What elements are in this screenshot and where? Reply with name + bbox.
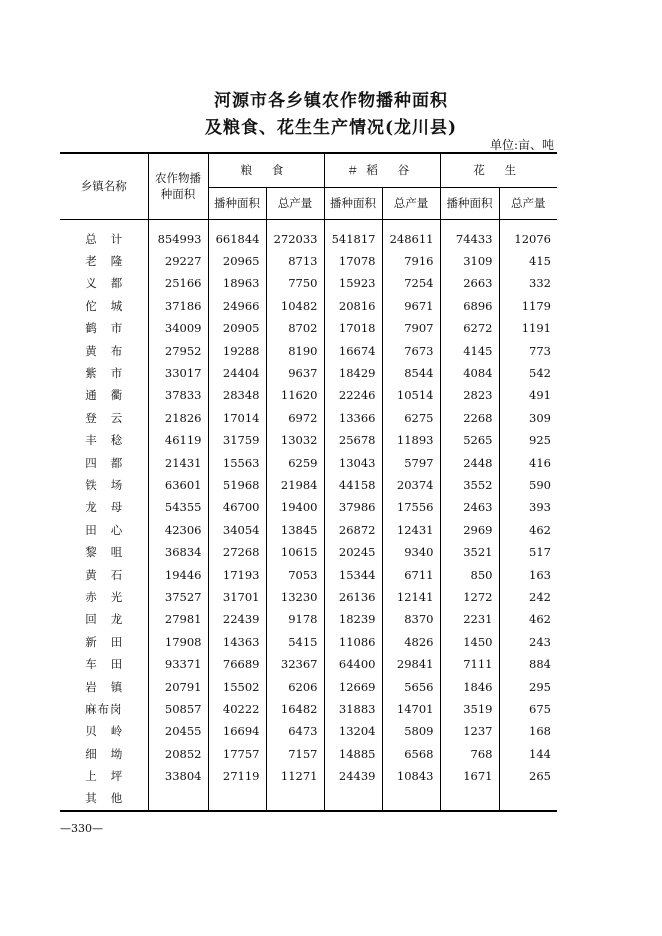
value-cell: 15563: [208, 451, 266, 473]
value-cell: 31701: [208, 586, 266, 608]
value-cell: 3521: [440, 541, 499, 563]
table-row: [60, 631, 557, 653]
value-cell: 768: [440, 742, 499, 764]
value-cell: 4145: [440, 339, 499, 361]
town-name-cell: 通衢: [85, 388, 137, 403]
unit-label: 单位:亩、吨: [489, 138, 554, 152]
value-cell: [440, 787, 499, 810]
value-cell: 7750: [266, 272, 324, 294]
value-cell: 20374: [382, 474, 440, 496]
value-cell: 8702: [266, 317, 324, 339]
value-cell: 93371: [148, 653, 208, 675]
value-cell: 25166: [148, 272, 208, 294]
value-cell: 46700: [208, 496, 266, 518]
table-row: [60, 407, 557, 429]
value-cell: 54355: [148, 496, 208, 518]
value-cell: 1179: [499, 295, 557, 317]
value-cell: [499, 787, 557, 810]
value-cell: 17757: [208, 742, 266, 764]
value-cell: 9637: [266, 362, 324, 384]
value-cell: 44158: [324, 474, 382, 496]
value-cell: [266, 787, 324, 810]
value-cell: 22439: [208, 608, 266, 630]
value-cell: 7916: [382, 250, 440, 272]
value-cell: 850: [440, 563, 499, 585]
value-cell: 2463: [440, 496, 499, 518]
value-cell: 7053: [266, 563, 324, 585]
value-cell: 76689: [208, 653, 266, 675]
value-cell: 16694: [208, 720, 266, 742]
value-cell: 11271: [266, 765, 324, 787]
value-cell: 40222: [208, 698, 266, 720]
value-cell: 16482: [266, 698, 324, 720]
value-cell: 12431: [382, 519, 440, 541]
value-cell: 25678: [324, 429, 382, 451]
table-row: [60, 272, 557, 294]
value-cell: 15502: [208, 675, 266, 697]
value-cell: 14885: [324, 742, 382, 764]
value-cell: 10482: [266, 295, 324, 317]
table-row: [60, 429, 557, 451]
value-cell: 5797: [382, 451, 440, 473]
value-cell: 12141: [382, 586, 440, 608]
value-cell: 14363: [208, 631, 266, 653]
table-row: [60, 384, 557, 406]
value-cell: 26872: [324, 519, 382, 541]
value-cell: 20455: [148, 720, 208, 742]
value-cell: 393: [499, 496, 557, 518]
value-cell: 10514: [382, 384, 440, 406]
value-cell: 7157: [266, 742, 324, 764]
value-cell: 27981: [148, 608, 208, 630]
table-body: [60, 219, 557, 811]
value-cell: 17078: [324, 250, 382, 272]
table-row: [60, 675, 557, 697]
value-cell: 5809: [382, 720, 440, 742]
value-cell: 8544: [382, 362, 440, 384]
value-cell: 416: [499, 451, 557, 473]
table-row: [60, 339, 557, 361]
value-cell: 3109: [440, 250, 499, 272]
value-cell: 14701: [382, 698, 440, 720]
town-name-cell: 黎咀: [85, 545, 137, 560]
page-title: 河源市各乡镇农作物播种面积: [214, 91, 448, 111]
value-cell: 491: [499, 384, 557, 406]
value-cell: 517: [499, 541, 557, 563]
value-cell: 74433: [440, 219, 499, 250]
value-cell: 6972: [266, 407, 324, 429]
header-crop-area: [148, 153, 208, 219]
town-name-cell: 车田: [85, 657, 137, 672]
value-cell: 46119: [148, 429, 208, 451]
value-cell: 13366: [324, 407, 382, 429]
town-name-cell: 总计: [85, 231, 137, 246]
value-cell: 33804: [148, 765, 208, 787]
crop-statistics-table: [60, 152, 557, 812]
value-cell: 31759: [208, 429, 266, 451]
town-name-cell: 丰稔: [85, 433, 137, 448]
table-row: [60, 362, 557, 384]
value-cell: 5265: [440, 429, 499, 451]
value-cell: 29841: [382, 653, 440, 675]
value-cell: 4084: [440, 362, 499, 384]
value-cell: 5415: [266, 631, 324, 653]
header-peanut-output: 总产量: [499, 187, 557, 219]
value-cell: [208, 787, 266, 810]
value-cell: 11893: [382, 429, 440, 451]
value-cell: 1272: [440, 586, 499, 608]
page-subtitle: 及粮食、花生生产情况(龙川县): [204, 118, 458, 138]
town-name-cell: 紫市: [85, 366, 137, 381]
value-cell: 64400: [324, 653, 382, 675]
table-row: [60, 563, 557, 585]
value-cell: 20965: [208, 250, 266, 272]
value-cell: 21984: [266, 474, 324, 496]
value-cell: 17193: [208, 563, 266, 585]
value-cell: 272033: [266, 219, 324, 250]
value-cell: 21826: [148, 407, 208, 429]
header-crop-area-text: 农作物播种面积: [155, 171, 201, 202]
value-cell: 6896: [440, 295, 499, 317]
value-cell: 2268: [440, 407, 499, 429]
value-cell: 63601: [148, 474, 208, 496]
table-row: [60, 742, 557, 764]
value-cell: 6711: [382, 563, 440, 585]
town-name-cell: 黄石: [85, 567, 137, 582]
value-cell: 1191: [499, 317, 557, 339]
town-name-cell: 回龙: [85, 612, 137, 627]
table-row: [60, 720, 557, 742]
value-cell: 19400: [266, 496, 324, 518]
value-cell: 11620: [266, 384, 324, 406]
value-cell: 27952: [148, 339, 208, 361]
value-cell: 18963: [208, 272, 266, 294]
value-cell: 17908: [148, 631, 208, 653]
value-cell: 13043: [324, 451, 382, 473]
value-cell: 51968: [208, 474, 266, 496]
value-cell: 415: [499, 250, 557, 272]
header-rice-area: 播种面积: [324, 187, 382, 219]
value-cell: 7907: [382, 317, 440, 339]
value-cell: 9178: [266, 608, 324, 630]
table-row: [60, 541, 557, 563]
table-row: [60, 219, 557, 250]
header-grain: 粮 食: [208, 153, 324, 187]
value-cell: 27119: [208, 765, 266, 787]
town-name-cell: 义都: [85, 276, 137, 291]
table-row: [60, 586, 557, 608]
table-row: [60, 608, 557, 630]
value-cell: 4826: [382, 631, 440, 653]
value-cell: 6275: [382, 407, 440, 429]
table-row: [60, 496, 557, 518]
value-cell: 6272: [440, 317, 499, 339]
town-name-cell: 其他: [60, 787, 148, 810]
value-cell: 24439: [324, 765, 382, 787]
value-cell: [382, 787, 440, 810]
value-cell: 6259: [266, 451, 324, 473]
table-row: [60, 295, 557, 317]
value-cell: 8713: [266, 250, 324, 272]
table-row: [60, 474, 557, 496]
value-cell: 2823: [440, 384, 499, 406]
value-cell: 22246: [324, 384, 382, 406]
value-cell: 541817: [324, 219, 382, 250]
value-cell: 13032: [266, 429, 324, 451]
value-cell: 33017: [148, 362, 208, 384]
value-cell: 37833: [148, 384, 208, 406]
value-cell: 13845: [266, 519, 324, 541]
value-cell: 854993: [148, 219, 208, 250]
value-cell: 2448: [440, 451, 499, 473]
value-cell: 15923: [324, 272, 382, 294]
value-cell: 10615: [266, 541, 324, 563]
town-name-cell: 田心: [85, 522, 137, 537]
town-name-cell: 新田: [85, 634, 137, 649]
value-cell: 42306: [148, 519, 208, 541]
value-cell: 3552: [440, 474, 499, 496]
value-cell: 10843: [382, 765, 440, 787]
value-cell: 7254: [382, 272, 440, 294]
value-cell: 11086: [324, 631, 382, 653]
value-cell: 9340: [382, 541, 440, 563]
value-cell: 12076: [499, 219, 557, 250]
table-row: [60, 317, 557, 339]
value-cell: 17018: [324, 317, 382, 339]
page-number: —330—: [60, 822, 103, 835]
value-cell: 18429: [324, 362, 382, 384]
value-cell: 3519: [440, 698, 499, 720]
value-cell: 6473: [266, 720, 324, 742]
value-cell: 20905: [208, 317, 266, 339]
table-row: [60, 250, 557, 272]
value-cell: 590: [499, 474, 557, 496]
value-cell: 542: [499, 362, 557, 384]
value-cell: 773: [499, 339, 557, 361]
value-cell: 8370: [382, 608, 440, 630]
value-cell: 13230: [266, 586, 324, 608]
town-name-cell: 铁场: [85, 477, 137, 492]
value-cell: 462: [499, 519, 557, 541]
value-cell: 16674: [324, 339, 382, 361]
value-cell: 13204: [324, 720, 382, 742]
value-cell: 242: [499, 586, 557, 608]
value-cell: 1450: [440, 631, 499, 653]
value-cell: 20816: [324, 295, 382, 317]
table-row: [60, 451, 557, 473]
table-row: [60, 787, 557, 810]
value-cell: 332: [499, 272, 557, 294]
table-row: [60, 653, 557, 675]
town-name-cell: 细坳: [85, 746, 137, 761]
value-cell: 661844: [208, 219, 266, 250]
town-name-cell: 佗城: [85, 298, 137, 313]
value-cell: 26136: [324, 586, 382, 608]
header-grain-area: 播种面积: [208, 187, 266, 219]
value-cell: 163: [499, 563, 557, 585]
town-name-cell: 黄布: [85, 343, 137, 358]
town-name-cell: 鹤市: [85, 321, 137, 336]
value-cell: 20245: [324, 541, 382, 563]
town-name-cell: 赤光: [85, 589, 137, 604]
town-name-cell: 岩镇: [85, 679, 137, 694]
value-cell: [324, 787, 382, 810]
value-cell: 265: [499, 765, 557, 787]
value-cell: 1237: [440, 720, 499, 742]
value-cell: 15344: [324, 563, 382, 585]
value-cell: 462: [499, 608, 557, 630]
value-cell: 19288: [208, 339, 266, 361]
value-cell: 295: [499, 675, 557, 697]
header-town: 乡镇名称: [60, 153, 148, 219]
value-cell: 2969: [440, 519, 499, 541]
value-cell: 36834: [148, 541, 208, 563]
value-cell: 31883: [324, 698, 382, 720]
table-row: [60, 698, 557, 720]
town-name-cell: 登云: [85, 410, 137, 425]
value-cell: 29227: [148, 250, 208, 272]
header-rice-output: 总产量: [382, 187, 440, 219]
value-cell: 168: [499, 720, 557, 742]
value-cell: 12669: [324, 675, 382, 697]
table-row: [60, 765, 557, 787]
value-cell: 8190: [266, 339, 324, 361]
value-cell: 37527: [148, 586, 208, 608]
value-cell: 32367: [266, 653, 324, 675]
value-cell: 27268: [208, 541, 266, 563]
value-cell: 884: [499, 653, 557, 675]
value-cell: 20791: [148, 675, 208, 697]
town-name-cell: 麻布岗: [85, 701, 123, 716]
header-grain-output: 总产量: [266, 187, 324, 219]
town-name-cell: 老隆: [85, 254, 137, 269]
value-cell: 243: [499, 631, 557, 653]
value-cell: 2663: [440, 272, 499, 294]
value-cell: 5656: [382, 675, 440, 697]
value-cell: 24404: [208, 362, 266, 384]
value-cell: 925: [499, 429, 557, 451]
value-cell: 19446: [148, 563, 208, 585]
value-cell: 28348: [208, 384, 266, 406]
value-cell: 2231: [440, 608, 499, 630]
value-cell: 21431: [148, 451, 208, 473]
value-cell: 675: [499, 698, 557, 720]
value-cell: 7111: [440, 653, 499, 675]
value-cell: 37186: [148, 295, 208, 317]
value-cell: 34054: [208, 519, 266, 541]
value-cell: 9671: [382, 295, 440, 317]
value-cell: 7673: [382, 339, 440, 361]
value-cell: 20852: [148, 742, 208, 764]
value-cell: 248611: [382, 219, 440, 250]
value-cell: 6206: [266, 675, 324, 697]
value-cell: 24966: [208, 295, 266, 317]
header-rice: ＃稻 谷: [324, 153, 440, 187]
header-peanut: 花 生: [440, 153, 557, 187]
value-cell: 18239: [324, 608, 382, 630]
value-cell: [148, 787, 208, 810]
header-peanut-area: 播种面积: [440, 187, 499, 219]
town-name-cell: 四都: [85, 455, 137, 470]
town-name-cell: 上坪: [85, 769, 137, 784]
town-name-cell: 贝岭: [85, 724, 137, 739]
value-cell: 6568: [382, 742, 440, 764]
value-cell: 50857: [148, 698, 208, 720]
table-row: [60, 519, 557, 541]
value-cell: 34009: [148, 317, 208, 339]
value-cell: 1671: [440, 765, 499, 787]
value-cell: 1846: [440, 675, 499, 697]
value-cell: 17014: [208, 407, 266, 429]
value-cell: 144: [499, 742, 557, 764]
town-name-cell: 龙母: [85, 500, 137, 515]
value-cell: 17556: [382, 496, 440, 518]
value-cell: 309: [499, 407, 557, 429]
value-cell: 37986: [324, 496, 382, 518]
